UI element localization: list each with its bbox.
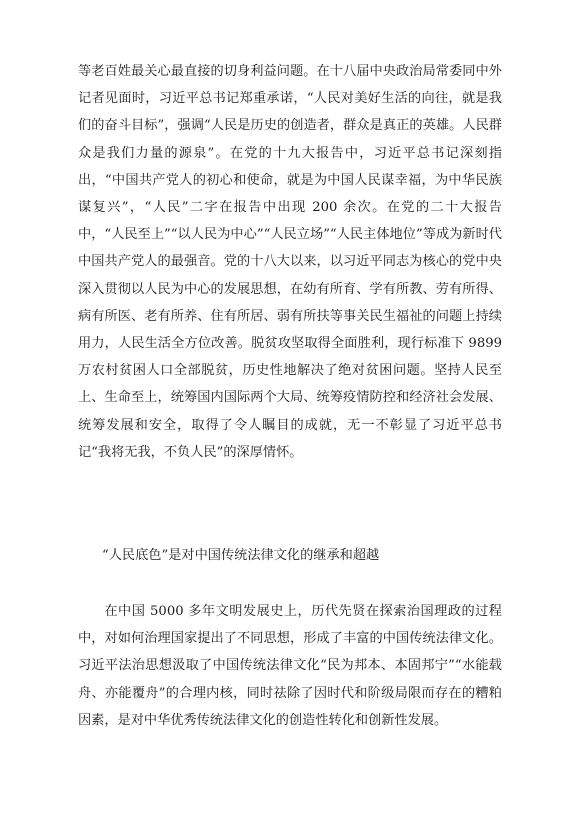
body-paragraph: 等老百姓最关心最直接的切身利益问题。在十八届中央政治局常委同中外记者见面时，习近平总书记郑重承诺，“人民对美好生活的向往，就是我们的奋斗目标”，强调“人民是历史的创造者，群众是真正的英雄。人民群众是我们力量的源泉”。在党的十九大报告中，习近平总书记深刻指出，“中国共产党人的初心和使命，就是为中国人民谋幸福，为中华民族谋复兴”，“人民”二字在报告中出现 200 余次。在党的二十大报告中，“人民至上”“以人民为中心”“人民立场”“人民主体地位”等成为新时代中国共产党人的最强音。党的十八大以来，以习近平同志为核心的党中央深入贯彻以人民为中心的发展思想，在幼有所育、学有所教、劳有所得、病有所医、老有所养、住有所居、弱有所扶等事关民生福祉的问题上持续用力，人民生活全方位改善。脱贫攻坚取得全面胜利，现行标准下 9899 万农村贫困人口全部脱贫，历史性地解决了绝对贫困问题。坚持人民至上、生命至上，统筹国内国际两个大局、统筹疫情防控和经济社会发展、统筹发展和安全，取得了令人瞩目的成就，无一不彰显了习近平总书记“我将无我，不负人民”的深厚情怀。 (78, 64, 502, 460)
section-heading: “人民底色”是对中国传统法律文化的继承和超越 (102, 548, 380, 563)
body-paragraph: 在中国 5000 多年文明发展史上，历代先贤在探索治国理政的过程中，对如何治理国家提出了不同思想，形成了丰富的中国传统法律文化。习近平法治思想汲取了中国传统法律文化“民为邦本、本固邦宁”“水能载舟、亦能覆舟”的合理内核，同时祛除了因时代和阶级局限而存在的糟粕因素，是对中华优秀传统法律文化的创造性转化和创新性发展。 (78, 604, 502, 728)
